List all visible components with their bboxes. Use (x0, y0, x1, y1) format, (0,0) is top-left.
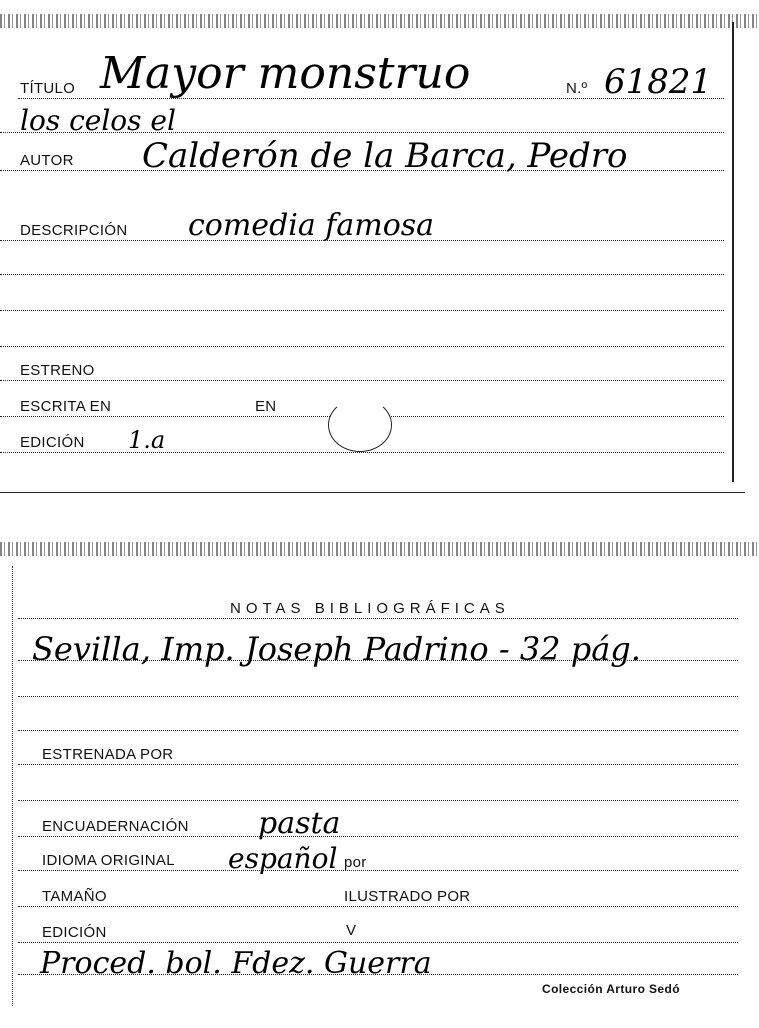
card-right-border (732, 22, 734, 482)
rule-procedencia (18, 974, 738, 975)
numero-value: 61821 (604, 62, 713, 102)
rule-notas-3 (18, 696, 738, 697)
collection-credit: Colección Arturo Sedó (542, 982, 680, 996)
v-label: V (346, 922, 357, 939)
encuadernacion-label: ENCUADERNACIÓN (42, 818, 189, 835)
rule-tamano (18, 906, 738, 907)
autor-value: Calderón de la Barca, Pedro (142, 136, 628, 176)
card-bottom-border (0, 492, 745, 493)
idioma-original-value: español (228, 842, 338, 875)
edicion-label: EDICIÓN (20, 434, 85, 451)
catalog-card-bottom (0, 538, 759, 1028)
rule-edicion (0, 452, 724, 453)
autor-label: AUTOR (20, 152, 74, 169)
rule-descripcion-3 (0, 310, 724, 311)
rule-descripcion-2 (0, 274, 724, 275)
por-label: por (344, 854, 367, 871)
descripcion-value: comedia famosa (188, 208, 435, 243)
rule-blank (18, 800, 738, 801)
titulo-value: Mayor monstruo (100, 48, 471, 99)
edicion-label-bottom: EDICIÓN (42, 924, 107, 941)
rule-estreno (0, 380, 724, 381)
ilustrado-por-label: ILUSTRADO POR (344, 888, 471, 905)
scan-noise-bottom (0, 542, 759, 556)
scan-noise-top (0, 14, 759, 28)
rule-descripcion (0, 240, 724, 241)
rule-idioma (18, 870, 738, 871)
tamano-label: TAMAÑO (42, 888, 107, 905)
card-left-border (12, 566, 13, 1006)
rule-encuadernacion (18, 836, 738, 837)
catalog-card-top (0, 0, 759, 500)
en-label: EN (255, 398, 277, 415)
escrita-en-label: ESCRITA EN (20, 398, 112, 415)
titulo-label: TÍTULO (20, 80, 76, 97)
notas-value: Sevilla, Imp. Joseph Padrino - 32 pág. (32, 630, 641, 668)
rule-edicion-bottom (18, 942, 738, 943)
numero-label: N.º (566, 80, 588, 97)
edicion-value: 1.a (128, 426, 166, 454)
titulo-continuation: los celos el (20, 104, 176, 137)
descripcion-label: DESCRIPCIÓN (20, 222, 128, 239)
rule-notas-2 (18, 660, 738, 661)
rule-autor (0, 170, 724, 171)
rule-notas-1 (18, 618, 738, 619)
rule-notas-4 (18, 730, 738, 731)
stamp-mark (328, 398, 392, 452)
estrenada-por-label: ESTRENADA POR (42, 746, 174, 763)
procedencia-value: Proced. bol. Fdez. Guerra (40, 946, 432, 981)
rule-titulo-2 (0, 132, 724, 133)
rule-descripcion-4 (0, 346, 724, 347)
rule-estrenada (18, 764, 738, 765)
rule-titulo (18, 98, 724, 99)
notas-title: NOTAS BIBLIOGRÁFICAS (230, 600, 510, 617)
encuadernacion-value: pasta (258, 806, 341, 841)
idioma-original-label: IDIOMA ORIGINAL (42, 852, 175, 869)
estreno-label: ESTRENO (20, 362, 95, 379)
